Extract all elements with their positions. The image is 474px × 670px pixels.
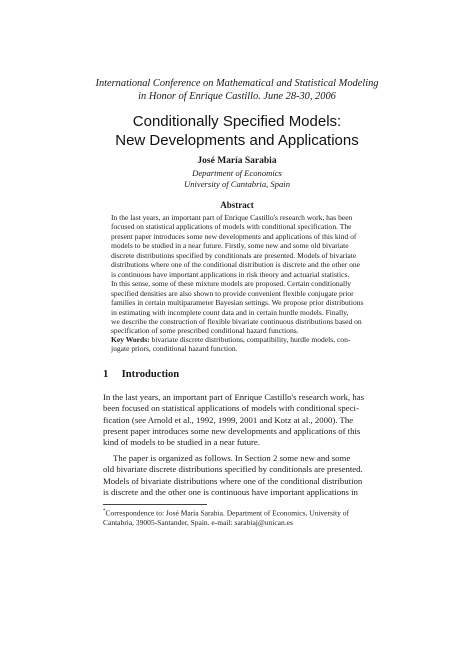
abstract-line: focused on statistical applications of models with conditional specification. The	[111, 222, 352, 232]
abstract-line: we describe the construction of flexible bivariate continuous distributions based on	[111, 316, 362, 326]
abstract-line: present paper introduces some new developments and applications of this kind of	[111, 231, 357, 241]
intro-line: Models of bivariate distributions where one of the conditional distribution	[103, 475, 363, 486]
abstract-line: distributions where one of the conditional distribution is discrete and the other one	[111, 260, 360, 270]
intro-paragraph-1	[103, 392, 371, 448]
author-affiliation	[60, 168, 414, 189]
intro-paragraph-2	[103, 453, 371, 498]
footnote	[103, 507, 371, 528]
abstract-line: families in certain multiparameter Bayesian settings. We propose prior distributions	[111, 298, 364, 308]
abstract-line: discrete distributions specified by conditionals are presented. Models of bivariate	[111, 250, 357, 260]
intro-line: is discrete and the other one is continuous have important applications in	[103, 486, 358, 497]
title-line-1: Conditionally Specified Models:	[132, 113, 342, 130]
conference-line-2: in Honor of Enrique Castillo. June 28-30, 2006	[138, 90, 336, 102]
abstract-line: is continuous have important applications in risk theory and actuarial statistics.	[111, 269, 350, 279]
abstract-body	[111, 213, 378, 336]
intro-line: fication (see Arnold et al., 1992, 1999, 2001 and Kotz at al., 2000). The	[103, 414, 354, 425]
affiliation-line-1: Department of Economics	[192, 168, 282, 178]
abstract-line: in estimating with incomplete count data and in certain hurdle models. Finally,	[111, 307, 349, 317]
intro-line: The paper is organized as follows. In Section 2 some new and some	[113, 453, 351, 463]
abstract-line: models to be studied in a near future. Firstly, some new and some old bivariate	[111, 241, 349, 251]
keywords-line-2: jugate priors, conditional hazard function.	[111, 344, 238, 354]
abstract-line: specification of some prescribed conditional hazard functions.	[111, 326, 299, 336]
abstract-heading: Abstract	[220, 200, 254, 210]
keywords-label: Key Words:	[111, 335, 150, 344]
footnote-divider	[103, 504, 207, 505]
conference-line-1: International Conference on Mathematical and Statistical Modeling	[95, 78, 379, 89]
keywords	[111, 335, 378, 354]
intro-line: old bivariate discrete distributions specified by conditionals are presented.	[103, 464, 363, 475]
intro-line: present paper introduces some new developments and applications of this	[103, 425, 361, 436]
intro-line: been focused on statistical applications of models with conditional speci-	[103, 403, 359, 414]
conference-header	[60, 78, 414, 103]
section-number: 1	[103, 369, 109, 380]
title-line-2: New Developments and Applications	[115, 132, 359, 149]
paper-title	[60, 112, 414, 150]
section-title: Introduction	[121, 369, 180, 380]
footnote-text-1: Correspondence to: José María Sarabia. Department of Economics, University of	[105, 508, 349, 518]
abstract-line: In the last years, an important part of Enrique Castillo's research work, has been	[111, 213, 353, 222]
abstract-line: In this sense, some of these mixture models are proposed. Certain conditionally	[111, 279, 351, 289]
keywords-text-1: bivariate discrete distributions, compatibility, hurdle models, con-	[149, 335, 351, 344]
footnote-line-2: Cantabria, 39005-Santander, Spain. e-mail: sarabiaj@unican.es	[103, 518, 293, 527]
footnote-line-1	[103, 507, 371, 518]
intro-line: kind of models to be studied in a near future.	[103, 437, 260, 448]
abstract-line: specified densities are also shown to provide convenient flexible conjugate prior	[111, 288, 354, 298]
footnote-mark: *	[103, 509, 106, 514]
intro-line: In the last years, an important part of Enrique Castillo's research work, has	[103, 392, 365, 402]
section-heading	[103, 369, 179, 380]
keywords-line-1	[111, 335, 378, 344]
affiliation-line-2: University of Cantabria, Spain	[184, 178, 290, 189]
author-name: José María Sarabia	[197, 156, 277, 166]
